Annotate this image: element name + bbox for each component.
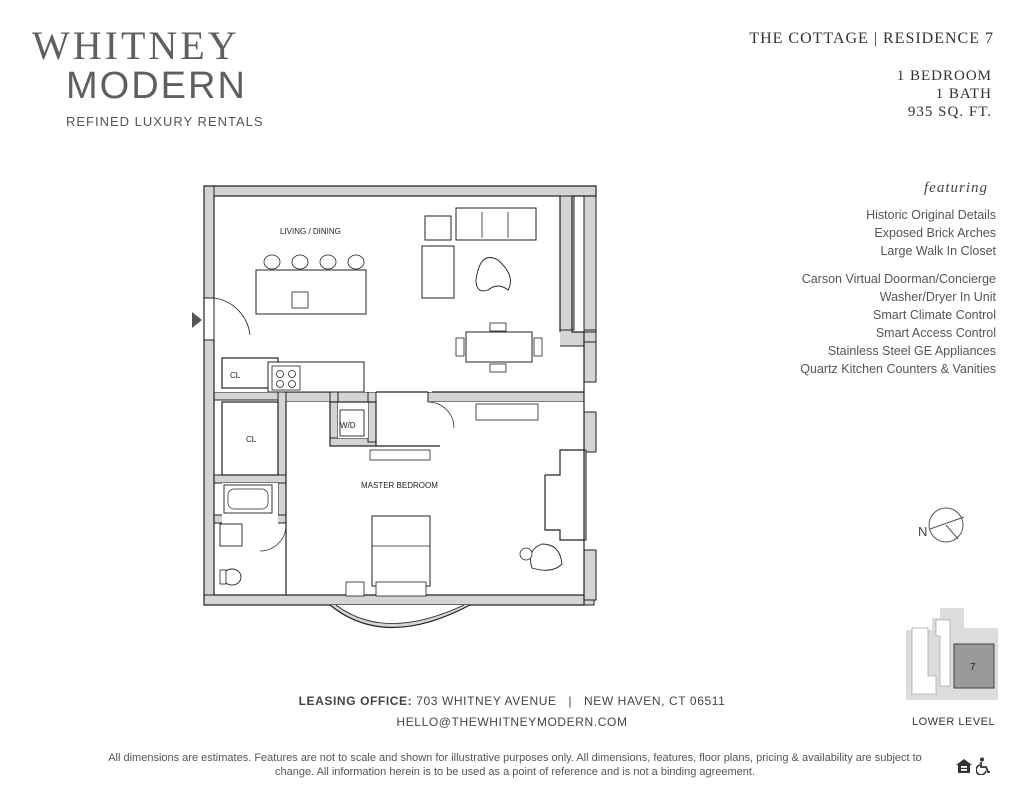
wall-right-window <box>584 342 596 382</box>
feature-item: Quartz Kitchen Counters & Vanities <box>800 362 996 376</box>
kitchen-island <box>256 270 366 314</box>
loveseat <box>422 246 454 298</box>
feature-item: Large Walk In Closet <box>880 244 996 258</box>
equal-housing-icon <box>955 758 973 774</box>
wheelchair-icon <box>976 757 992 775</box>
floor-plan <box>180 180 610 645</box>
wall-bottom <box>204 595 594 605</box>
bedroom-count: 1 BEDROOM <box>896 68 992 84</box>
dresser <box>376 582 426 596</box>
features-list-amenities <box>800 270 996 378</box>
closet-label-1: CL <box>230 371 241 380</box>
range <box>272 366 300 390</box>
master-bedroom-label: MASTER BEDROOM <box>361 481 438 490</box>
office-address: 703 WHITNEY AVENUE <box>416 694 557 708</box>
feature-item: Carson Virtual Doorman/Concierge <box>801 272 996 286</box>
feature-item: Washer/Dryer In Unit <box>879 290 996 304</box>
logo-tagline: REFINED LUXURY RENTALS <box>66 114 264 129</box>
disclaimer-text: All dimensions are estimates. Features are not to scale and shown for illustrative purposes only. All dimensions, features, floor plans, pricing & availability are subject to change. All information herein is to be used as a point of reference and is not a binding agreement. <box>108 752 922 778</box>
feature-item: Historic Original Details <box>866 208 996 222</box>
compass-north-label: N <box>918 524 928 539</box>
feature-item: Smart Climate Control <box>873 308 996 322</box>
features-list-primary <box>866 206 996 260</box>
wall-wd-left <box>330 392 338 442</box>
office-email[interactable]: HELLO@THEWHITNEYMODERN.COM <box>396 715 628 729</box>
wall-top <box>204 186 596 196</box>
key-plan-level-label: LOWER LEVEL <box>912 716 996 728</box>
bath-count: 1 BATH <box>935 86 992 102</box>
wall-left-upper <box>204 186 214 298</box>
closet-label-2: CL <box>246 435 257 444</box>
wall-right-window2 <box>584 412 596 452</box>
bed <box>372 516 430 586</box>
unit-title: THE COTTAGE | RESIDENCE 7 <box>749 30 994 47</box>
logo-wordmark-bottom: MODERN <box>66 65 247 107</box>
bedroom-closet-unit <box>476 404 538 420</box>
sofa <box>456 208 536 240</box>
key-plan-unit-number: 7 <box>970 662 976 673</box>
wall-right-lower <box>584 550 596 600</box>
armchair <box>425 216 451 240</box>
wall-bedroom-top <box>428 392 584 402</box>
shelf <box>370 450 430 460</box>
square-footage: 935 SQ. FT. <box>907 104 992 120</box>
office-city: NEW HAVEN, CT 06511 <box>583 694 726 708</box>
wall-closet2-bottom <box>214 475 286 483</box>
wall-closet1-bottom <box>214 392 286 400</box>
leasing-office-label: LEASING OFFICE: <box>298 694 413 708</box>
entry-arrow-icon <box>192 312 202 328</box>
feature-item: Stainless Steel GE Appliances <box>827 344 996 358</box>
feature-item: Smart Access Control <box>875 326 996 340</box>
unit-specs <box>897 67 992 121</box>
dining-table <box>466 332 532 362</box>
logo-wordmark-top: WHITNEY <box>32 23 240 68</box>
wall-left-lower <box>204 340 214 605</box>
wall-right-mid <box>584 332 596 342</box>
leasing-office-line <box>0 694 1024 708</box>
wall-wd-right <box>368 392 376 442</box>
living-dining-label: LIVING / DINING <box>280 227 341 236</box>
wall-bath-right <box>278 392 286 522</box>
features-heading: featuring <box>924 180 988 196</box>
feature-item: Exposed Brick Arches <box>874 226 996 240</box>
office-separator: | <box>568 694 573 708</box>
vanity-sink <box>220 524 242 546</box>
washer-dryer-label: W/D <box>340 421 356 430</box>
compass-icon <box>912 505 972 545</box>
